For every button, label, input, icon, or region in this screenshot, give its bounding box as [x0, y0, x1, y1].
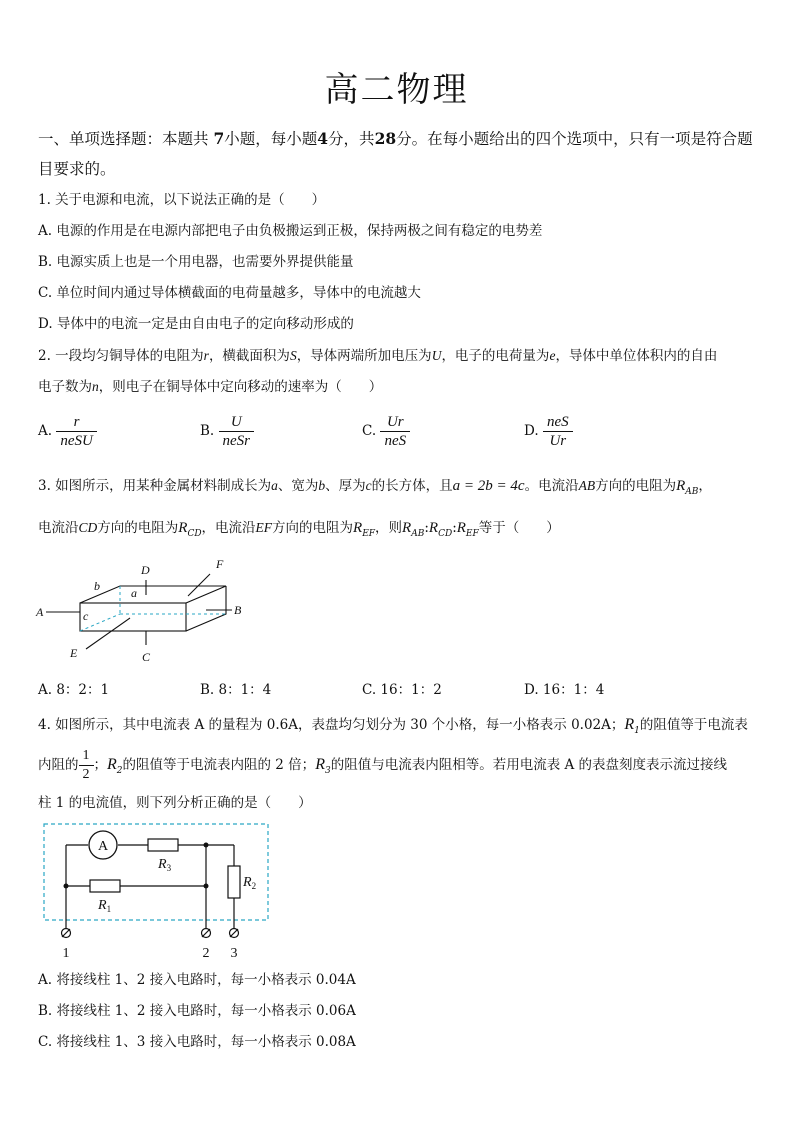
- q3-stem-line1: 3. 如图所示，用某种金属材料制成长为a、宽为b、厚为c的长方体，且a = 2b = 4c。电流沿AB方向的电阻为$R_{AB}$，: [38, 478, 712, 497]
- dim-c: c: [83, 609, 89, 623]
- terminal-2-label: 2: [202, 946, 210, 961]
- label-r2: $R_2$: [243, 875, 257, 891]
- dim-b: b: [94, 579, 100, 593]
- label-a: A: [36, 605, 44, 619]
- q2-option-d: D. $\frac{\text{neS}}{Ur}$: [524, 413, 573, 450]
- label-e: E: [70, 646, 78, 660]
- q1-stem: 1. 关于电源和电流，以下说法正确的是（ ）: [38, 192, 326, 208]
- q4-stem-line3: 柱 1 的电流值，则下列分析正确的是（ ）: [38, 795, 312, 811]
- junction-dot: [204, 843, 209, 848]
- ammeter-label: A: [97, 839, 109, 854]
- q1-option-b: B. 电源实质上也是一个用电器，也需要外界提供能量: [38, 254, 354, 270]
- fraction: $\frac{r}{\text{neSU}}$: [56, 413, 97, 450]
- q3-option-c: C. 16：1：2: [362, 682, 442, 698]
- cuboid-front-face: [80, 603, 186, 631]
- fraction: $\frac{\text{neS}}{Ur}$: [543, 413, 573, 450]
- q4-stem-line1: 4. 如图所示，其中电流表 A 的量程为 0.6A，表盘均匀划分为 30 个小格，每一小格表示 0.02A；$R_1$的阻值等于电流表: [38, 716, 748, 736]
- fraction: $\frac{U}{\text{neSr}}$: [219, 413, 255, 450]
- circuit-diagram: [36, 818, 276, 962]
- q4-stem-line2: 内阻的 $\frac{1}{2}$ ；$R_2$的阻值等于电流表内阻的 2 倍；$R_3$的阻值与电流表内阻相等。若用电流表 A 的表盘刻度表示流过接线: [38, 748, 728, 782]
- label-b: B: [234, 603, 242, 617]
- q2-option-a: A. $\frac{r}{\text{neSU}}$: [38, 413, 97, 450]
- label-f: F: [216, 557, 224, 571]
- q3-option-a: A. 8：2：1: [38, 682, 110, 698]
- q3-option-b: B. 8：1：4: [200, 682, 272, 698]
- label-r1: $R_1$: [98, 898, 112, 914]
- label-c: C: [142, 650, 151, 664]
- resistor-r1-icon: [90, 880, 120, 892]
- terminal-1-label: 1: [62, 946, 70, 961]
- lead-f: [188, 574, 210, 596]
- q1-option-a: A. 电源的作用是在电源内部把电子由负极搬运到正极，保持两极之间有稳定的电势差: [38, 223, 543, 239]
- q2-stem-line1: 2. 一段均匀铜导体的电阻为r，横截面积为S，导体两端所加电压为U，电子的电荷量为e，导体中单位体积内的自由: [38, 348, 718, 364]
- hidden-edges: [80, 586, 226, 631]
- q2-stem-line2: 电子数为n，则电子在铜导体中定向移动的速率为（ ）: [38, 379, 383, 395]
- section-prefix: 一、单项选择题：本题共: [38, 130, 214, 148]
- q3-option-d: D. 16：1：4: [524, 682, 605, 698]
- q1-option-d: D. 导体中的电流一定是由自由电子的定向移动形成的: [38, 316, 354, 332]
- q1-option-c: C. 单位时间内通过导体横截面的电荷量越多，导体中的电流越大: [38, 285, 421, 301]
- q4-option-c: C. 将接线柱 1、3 接入电路时，每一小格表示 0.08A: [38, 1034, 356, 1050]
- fraction-half: $\frac{1}{2}$: [79, 747, 94, 784]
- q2-option-b: B. $\frac{U}{\text{neSr}}$: [200, 413, 254, 450]
- label-r3: $R_3$: [158, 857, 172, 873]
- resistor-r2-icon: [228, 866, 240, 898]
- fraction: $\frac{Ur}{\text{neS}}$: [380, 413, 410, 450]
- junction-dot: [64, 884, 69, 889]
- dim-a: a: [131, 586, 137, 600]
- q3-stem-line2: 电流沿CD方向的电阻为$R_{CD}$，电流沿EF方向的电阻为$R_{EF}$，则$R_{AB}:R_{CD}:R_{EF}$等于（ ）: [38, 520, 560, 539]
- label-d: D: [141, 563, 150, 577]
- section-instructions: 一、单项选择题：本题共 7小题，每小题4分，共28分。在每小题给出的四个选项中，只有一项是符合题目要求的。: [38, 129, 753, 178]
- q4-option-b: B. 将接线柱 1、2 接入电路时，每一小格表示 0.06A: [38, 1003, 356, 1019]
- page-title: 高二物理: [324, 70, 469, 110]
- lead-e: [86, 618, 130, 649]
- cuboid-diagram: [34, 556, 254, 666]
- junction-dot: [204, 884, 209, 889]
- q2-option-c: C. $\frac{Ur}{\text{neS}}$: [362, 413, 410, 450]
- cuboid-top-face: [80, 586, 226, 603]
- terminal-3-label: 3: [230, 946, 238, 961]
- resistor-r3-icon: [148, 839, 178, 851]
- section-count: 7: [213, 129, 225, 148]
- q4-option-a: A. 将接线柱 1、2 接入电路时，每一小格表示 0.04A: [38, 972, 356, 988]
